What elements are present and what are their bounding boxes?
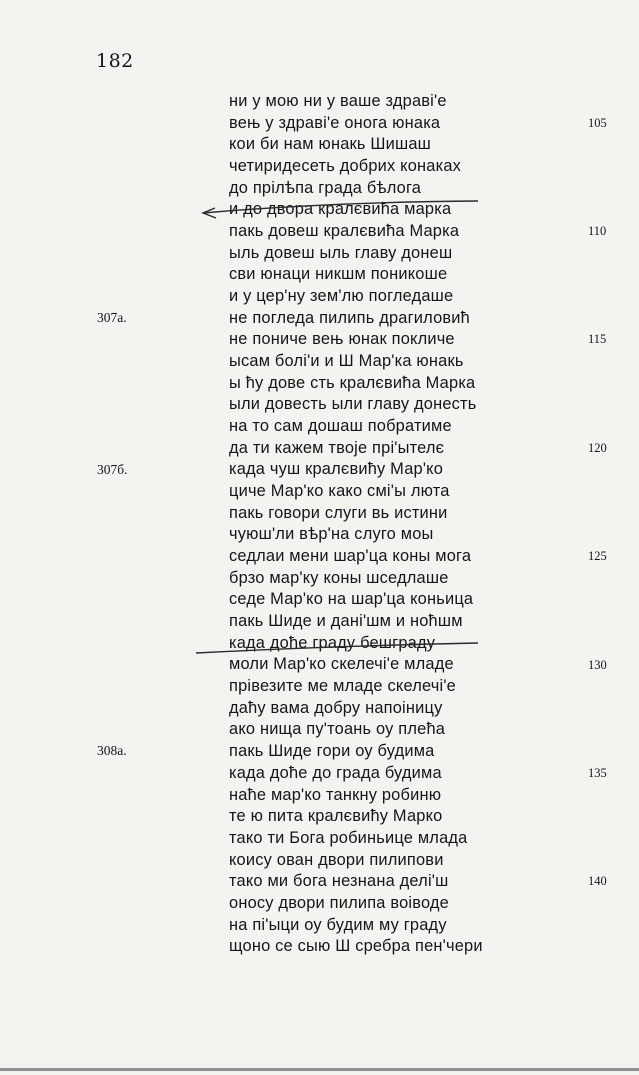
verse-line: брзо мар'ку коны шседлаше (229, 568, 449, 587)
verse-line: моли Мар'ко скелечі'е младе (229, 655, 454, 674)
verse-line: ни у мою ни у ваше здраві'е (229, 92, 447, 110)
verse-line: када чуш кралєвићу Мар'ко (229, 460, 444, 479)
verse-line: ыль довеш ыль главу донеш (229, 243, 453, 262)
verse-line: пакь Шиде гори оу будима (229, 742, 435, 761)
line-number: 105 (588, 115, 607, 130)
verse-line: ако нища пу'тоань оу плећа (229, 720, 446, 739)
verse-line: када доће граду бешграду (229, 633, 436, 652)
verse-line: ы ћу дове сть кралєвића Марка (229, 373, 476, 392)
folio-mark: 307б. (97, 461, 128, 477)
verse-line: да ти кажем твоје прі'ытелє (229, 438, 445, 457)
poem-text (229, 91, 559, 958)
verse-line: коису ован двори пилипови (229, 850, 444, 869)
verse-line: наће мар'ко танкну робиню (229, 785, 442, 804)
verse-line: оносу двори пилипа воіводе (229, 893, 449, 912)
verse-line: даћу вама добру напоіницу (229, 698, 443, 717)
line-number: 110 (588, 224, 607, 239)
verse-line: до прілѣпа града бѣлога (229, 178, 422, 197)
verse-line: седлаи мени шар'ца коны мога (229, 547, 472, 566)
line-number: 125 (588, 549, 607, 564)
verse-line: пакь Шиде и дані'шм и ноћшм (229, 612, 463, 631)
line-number: 115 (588, 332, 607, 347)
verse-line: не пониче вењ юнак покличе (229, 330, 455, 349)
verse-line: прівезите ме младе скелечі'е (229, 677, 456, 696)
verse-line: вењ у здраві'е онога юнака (229, 113, 441, 132)
verse-line: чуюш'ли вѣр'на слуго моы (229, 525, 434, 544)
verse-line: тако ти Бога робиньице млада (229, 828, 468, 847)
verse-line: седе Мар'ко на шар'ца коньица (229, 590, 474, 609)
verse-line: ысам болі'и и Ш Мар'ка юнакь (229, 352, 464, 371)
verse-line: пакь говори слуги вь истини (229, 503, 448, 522)
verse-line: пакь довеш кралєвића Марка (229, 222, 460, 241)
folio-mark: 308a. (97, 743, 127, 759)
pencil-arrow-mark (203, 208, 216, 218)
verse-line: на то сам дошаш побратиме (229, 417, 452, 436)
line-number: 120 (588, 440, 607, 455)
page-number: 182 (96, 50, 134, 72)
line-number: 130 (588, 657, 607, 672)
line-number: 140 (588, 874, 607, 889)
folio-mark: 307a. (97, 309, 127, 325)
page-bottom-edge (0, 1068, 639, 1071)
verse-line: када доће до града будима (229, 763, 442, 782)
verse-line: те ю пита кралєвићу Марко (229, 807, 443, 826)
verse-line: ыли довесть ыли главу донесть (229, 395, 477, 414)
verse-line: щоно се сыю Ш сребра пен'чери (229, 937, 483, 956)
verse-line: и у цер'ну зем'лю погледаше (229, 287, 454, 306)
verse-line: и до двора кралєвића марка (229, 200, 452, 219)
verse-line: на пі'ыци оу будим му граду (229, 915, 447, 934)
verse-line: не погледа пилипь драгиловић (229, 308, 470, 327)
verse-line: тако ми бога незнана делі'ш (229, 872, 449, 891)
verse-line: кои би нам юнакь Шишаш (229, 135, 431, 154)
line-number: 135 (588, 766, 607, 781)
verse-line: сви юнаци никшм поникоше (229, 265, 448, 284)
verse-line: четиридесеть добрих конаках (229, 157, 462, 176)
verse-line: циче Мар'ко како смі'ы люта (229, 482, 450, 501)
